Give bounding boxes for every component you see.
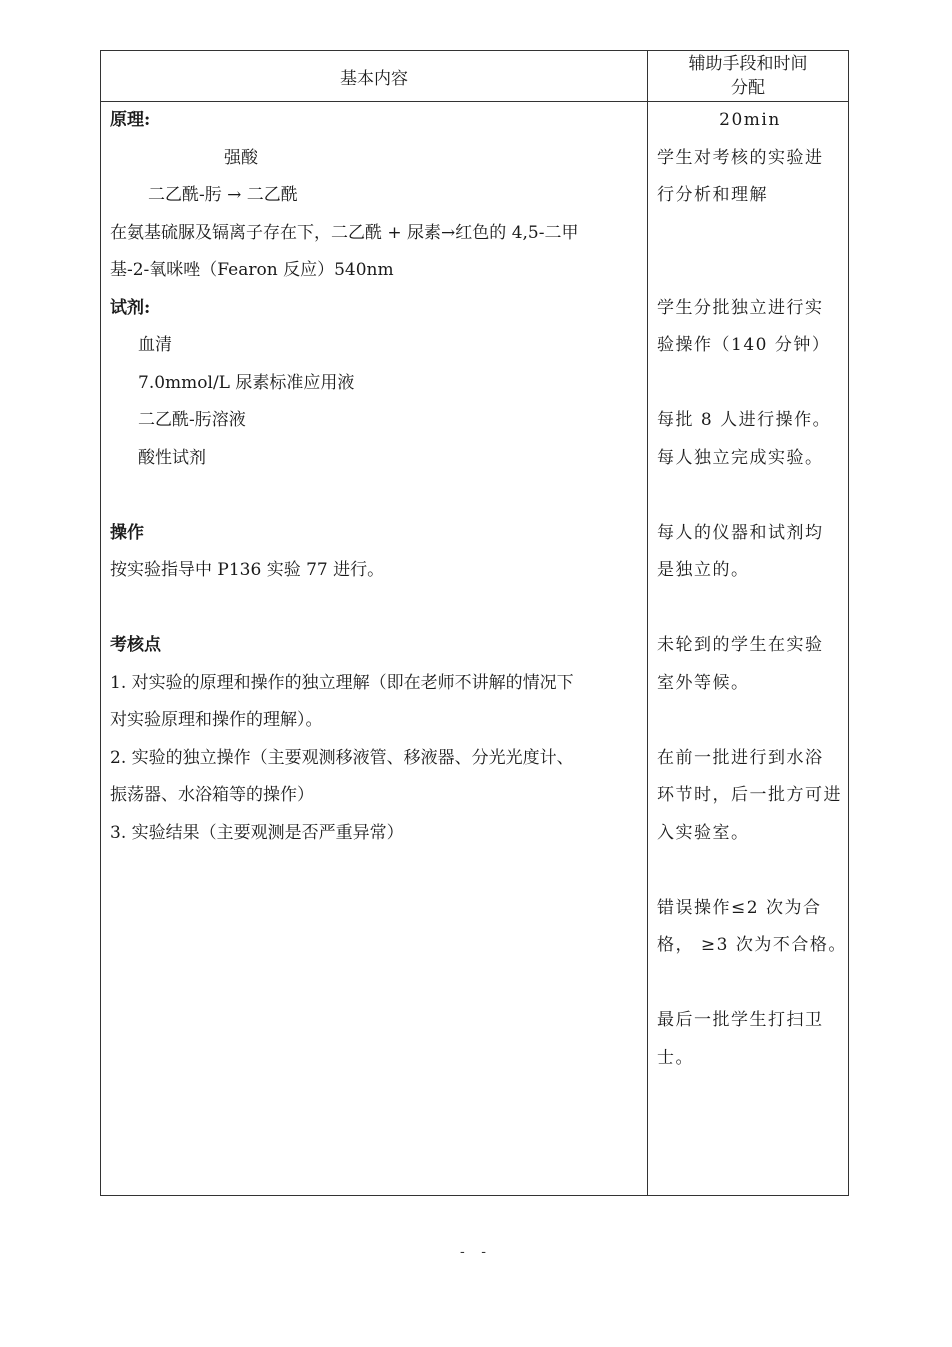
column-divider (647, 51, 648, 1195)
aux-line: 未轮到的学生在实验 (657, 635, 824, 655)
checkpoint-1a: 1. 对实验的原理和操作的独立理解（即在老师不讲解的情况下 (110, 672, 574, 693)
reagent-item: 二乙酰-肟溶液 (138, 410, 246, 430)
aux-line: 环节时，后一批方可进 (657, 785, 842, 805)
reagent-item: 酸性试剂 (138, 447, 206, 468)
aux-line: 行分析和理解 (657, 185, 768, 205)
checkpoint-1b: 对实验原理和操作的理解）。 (110, 710, 323, 730)
aux-line: 是独立的。 (657, 560, 750, 580)
content-table (100, 50, 849, 1196)
reaction-description-2: 基-2-氧咪唑（Fearon 反应）540nm (110, 260, 394, 280)
aux-line: 每人独立完成实验。 (657, 447, 824, 468)
reaction-equation: 二乙酰-肟 → 二乙酰 (148, 185, 298, 205)
reagent-item: 血清 (138, 335, 172, 355)
basic-content-column (110, 102, 642, 852)
header-aux-line2: 分配 (731, 78, 765, 98)
checkpoint-2a: 2. 实验的独立操作（主要观测移液管、移液器、分光光度计、 (110, 747, 574, 768)
aux-time-column (657, 102, 847, 1077)
aux-line: 错误操作≤2 次为合 (657, 897, 822, 918)
operation-text: 按实验指导中 P136 实验 77 进行。 (110, 560, 385, 580)
header-aux-line1: 辅助手段和时间 (688, 54, 808, 74)
reagent-item: 7.0mmol/L 尿素标准应用液 (138, 372, 355, 393)
aux-line: 入实验室。 (657, 822, 750, 843)
aux-line: 每批 8 人进行操作。 (657, 410, 832, 430)
header-aux-time (648, 51, 848, 101)
checkpoint-2b: 振荡器、水浴箱等的操作） (110, 785, 314, 805)
spacer (657, 477, 843, 515)
time-allocation: 20min (719, 110, 781, 130)
spacer (657, 252, 843, 290)
spacer (657, 702, 843, 740)
aux-line: 学生分批独立进行实 (657, 297, 824, 318)
checkpoints-title: 考核点 (110, 635, 161, 655)
spacer (110, 590, 642, 628)
aux-line: 验操作（140 分钟） (657, 335, 831, 355)
spacer (657, 852, 843, 890)
reaction-description-1: 在氨基硫脲及镉离子存在下，二乙酰 + 尿素→红色的 4,5-二甲 (110, 222, 579, 243)
spacer (657, 215, 843, 253)
page-footer: - - (460, 1244, 492, 1260)
spacer (657, 965, 843, 1003)
aux-line: 室外等候。 (657, 672, 750, 693)
checkpoint-3: 3. 实验结果（主要观测是否严重异常） (110, 822, 404, 843)
aux-line: 学生对考核的实验进 (657, 147, 824, 168)
aux-line: 每人的仪器和试剂均 (657, 522, 824, 543)
spacer (657, 590, 843, 628)
principle-title: 原理: (110, 110, 151, 130)
aux-line: 在前一批进行到水浴 (657, 747, 824, 768)
spacer (110, 477, 642, 515)
aux-line: 士。 (657, 1047, 694, 1068)
operation-title: 操作 (110, 522, 144, 543)
reagents-title: 试剂: (110, 297, 151, 318)
spacer (657, 365, 843, 403)
aux-line: 格， ≥3 次为不合格。 (657, 935, 847, 955)
aux-line: 最后一批学生打扫卫 (657, 1010, 824, 1030)
header-basic-content: 基本内容 (340, 68, 408, 89)
catalyst-label: 强酸 (224, 147, 258, 168)
